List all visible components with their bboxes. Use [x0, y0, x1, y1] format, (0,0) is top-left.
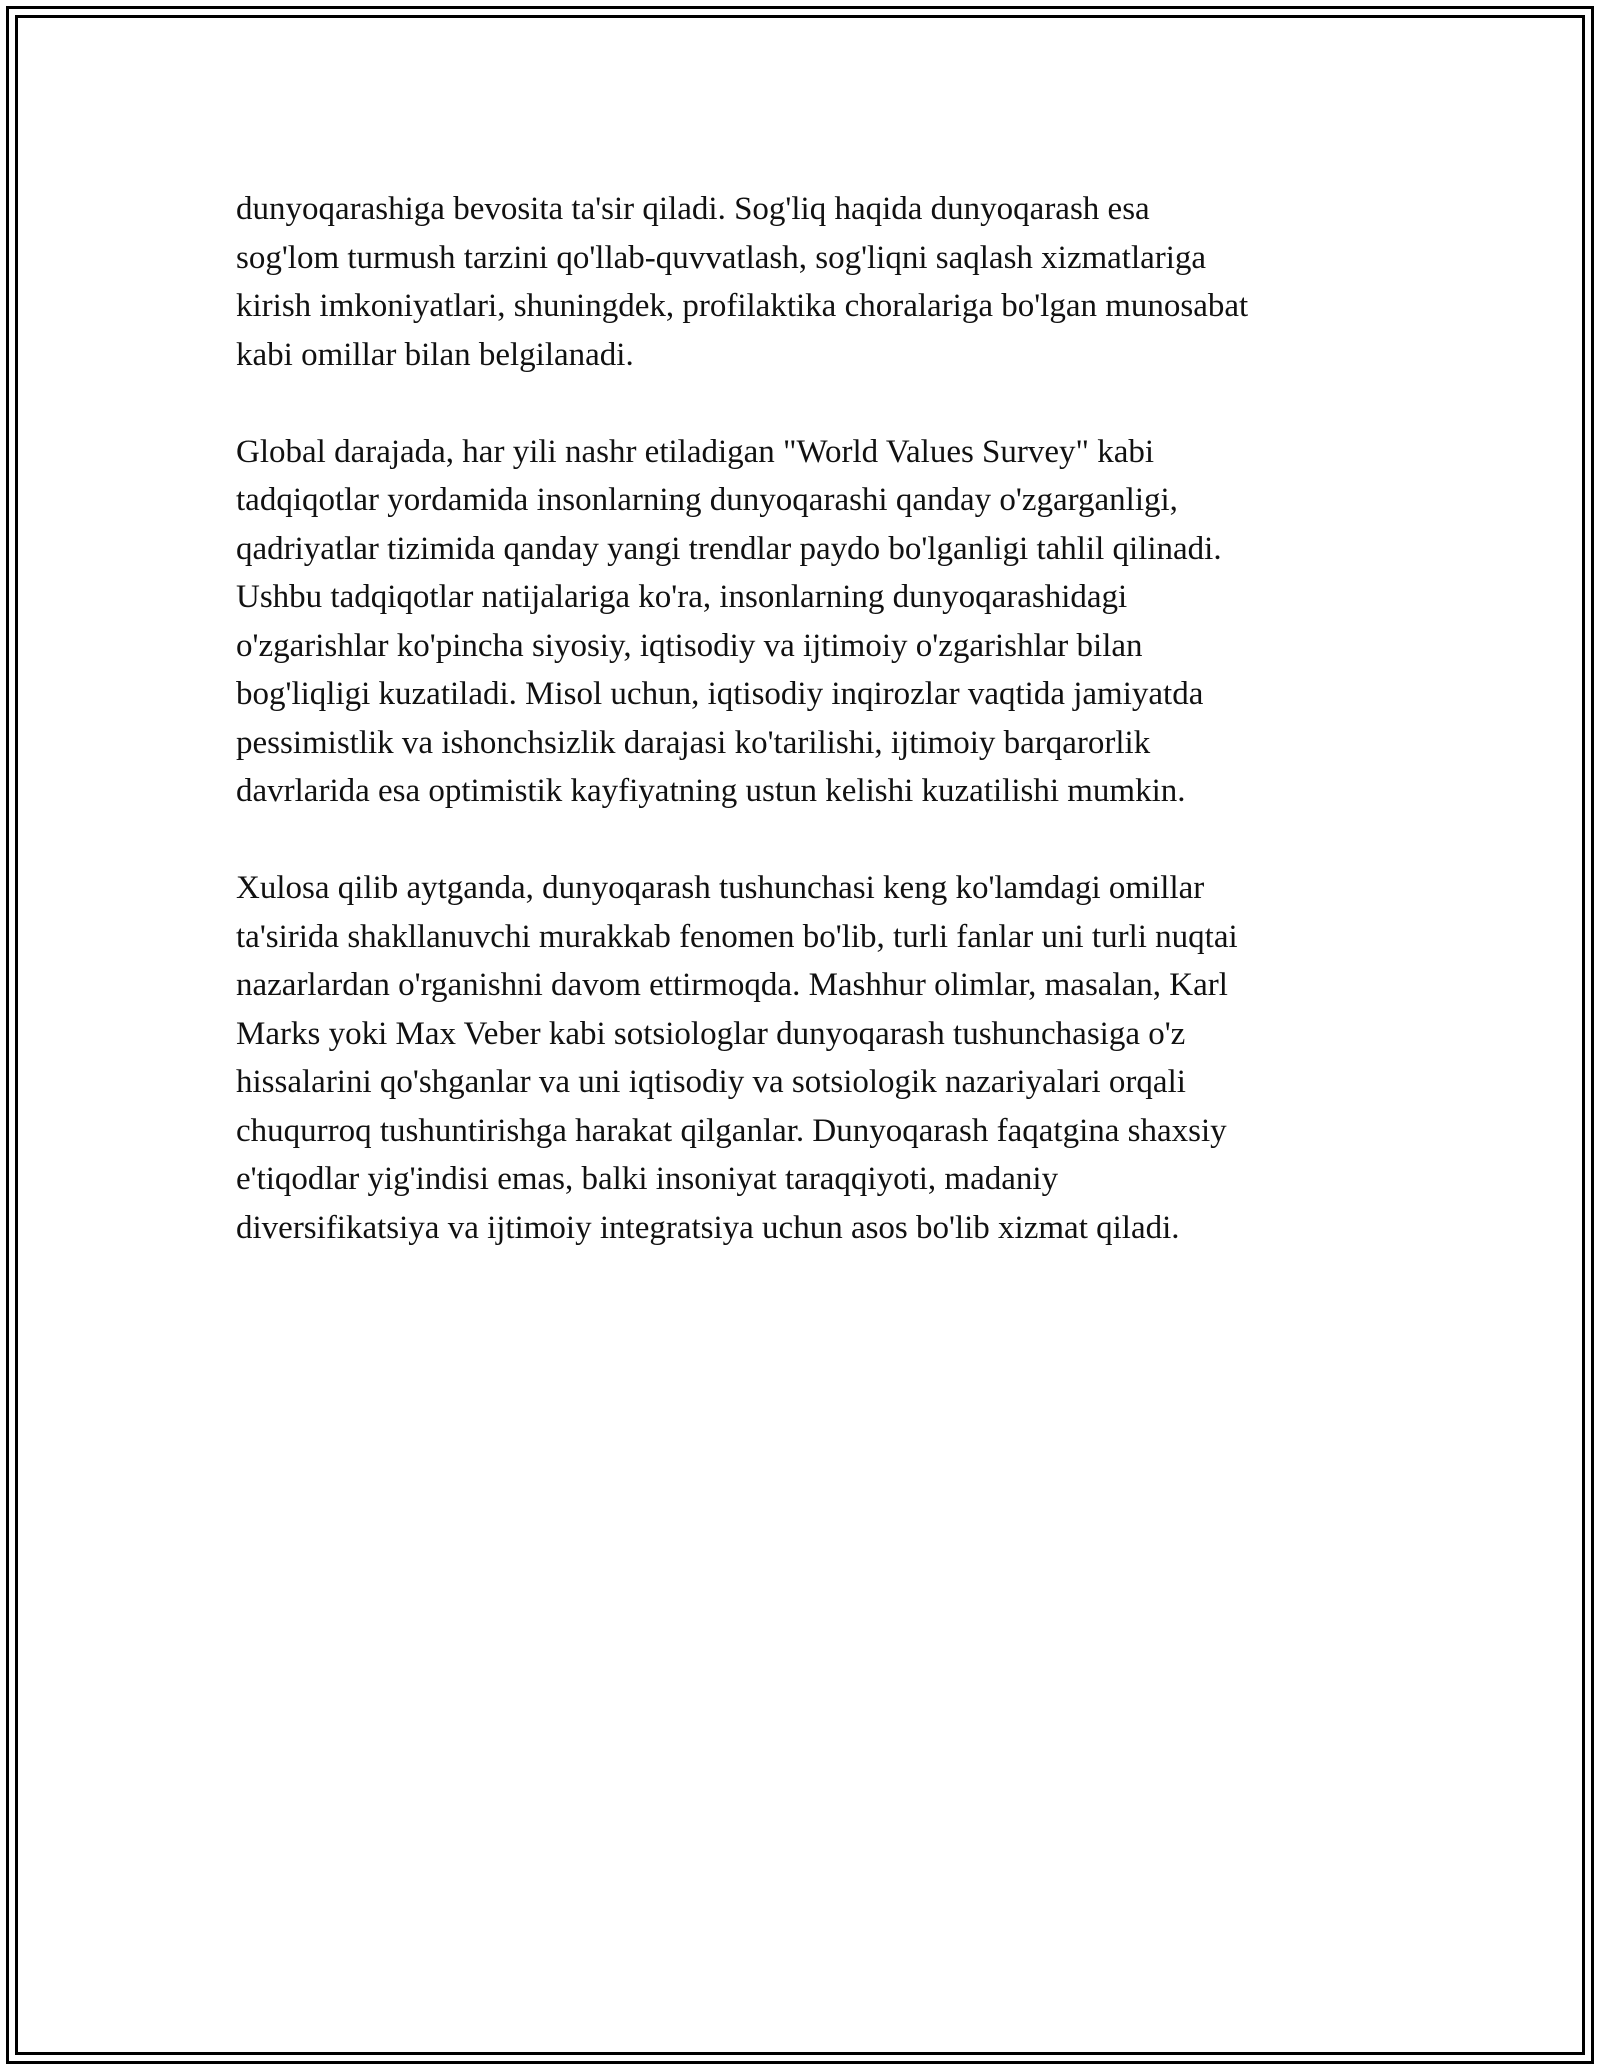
paragraph-world-values-survey: Global darajada, har yili nashr etiladigan "World Values Survey" kabi tadqiqotlar yordamida insonlarning dunyoqarashi qanday o'zgarganligi, qadriyatlar tizimida qanday yangi trendlar paydo bo'lganligi tahlil qilinadi. Ushbu tadqiqotlar natijalariga ko'ra, insonlarning dunyoqarashidagi o'zgarishlar ko'pincha siyosiy, iqtisodiy va ijtimoiy o'zgarishlar bilan bog'liqligi kuzatiladi. Misol uchun, iqtisodiy inqirozlar vaqtida jamiyatda pessimistlik va ishonchsizlik darajasi ko'tarilishi, ijtimoiy barqarorlik davrlarida esa optimistik kayfiyatning ustun kelishi kuzatilishi mumkin. [236, 433, 1222, 809]
document-body [236, 185, 1386, 1301]
paragraph-health-worldview: dunyoqarashiga bevosita ta'sir qiladi. Sog'liq haqida dunyoqarash esa sog'lom turmush tarzini qo'llab-quvvatlash, sog'liqni saqlash xizmatlariga kirish imkoniyatlari, shuningdek, profilaktika choralariga bo'lgan munosabat kabi omillar bilan belgilanadi. [236, 191, 1249, 373]
paragraph-conclusion: Xulosa qilib aytganda, dunyoqarash tushunchasi keng ko'lamdagi omillar ta'sirida shakllanuvchi murakkab fenomen bo'lib, turli fanlar uni turli nuqtai nazarlardan o'rganishni davom ettirmoqda. Mashhur olimlar, masalan, Karl Marks yoki Max Veber kabi sotsiologlar dunyoqarash tushunchasiga o'z hissalarini qo'shganlar va uni iqtisodiy va sotsiologik nazariyalari orqali chuqurroq tushuntirishga harakat qilganlar. Dunyoqarash faqatgina shaxsiy e'tiqodlar yig'indisi emas, balki insoniyat taraqqiyoti, madaniy diversifikatsiya va ijtimoiy integratsiya uchun asos bo'lib xizmat qiladi. [236, 870, 1238, 1246]
